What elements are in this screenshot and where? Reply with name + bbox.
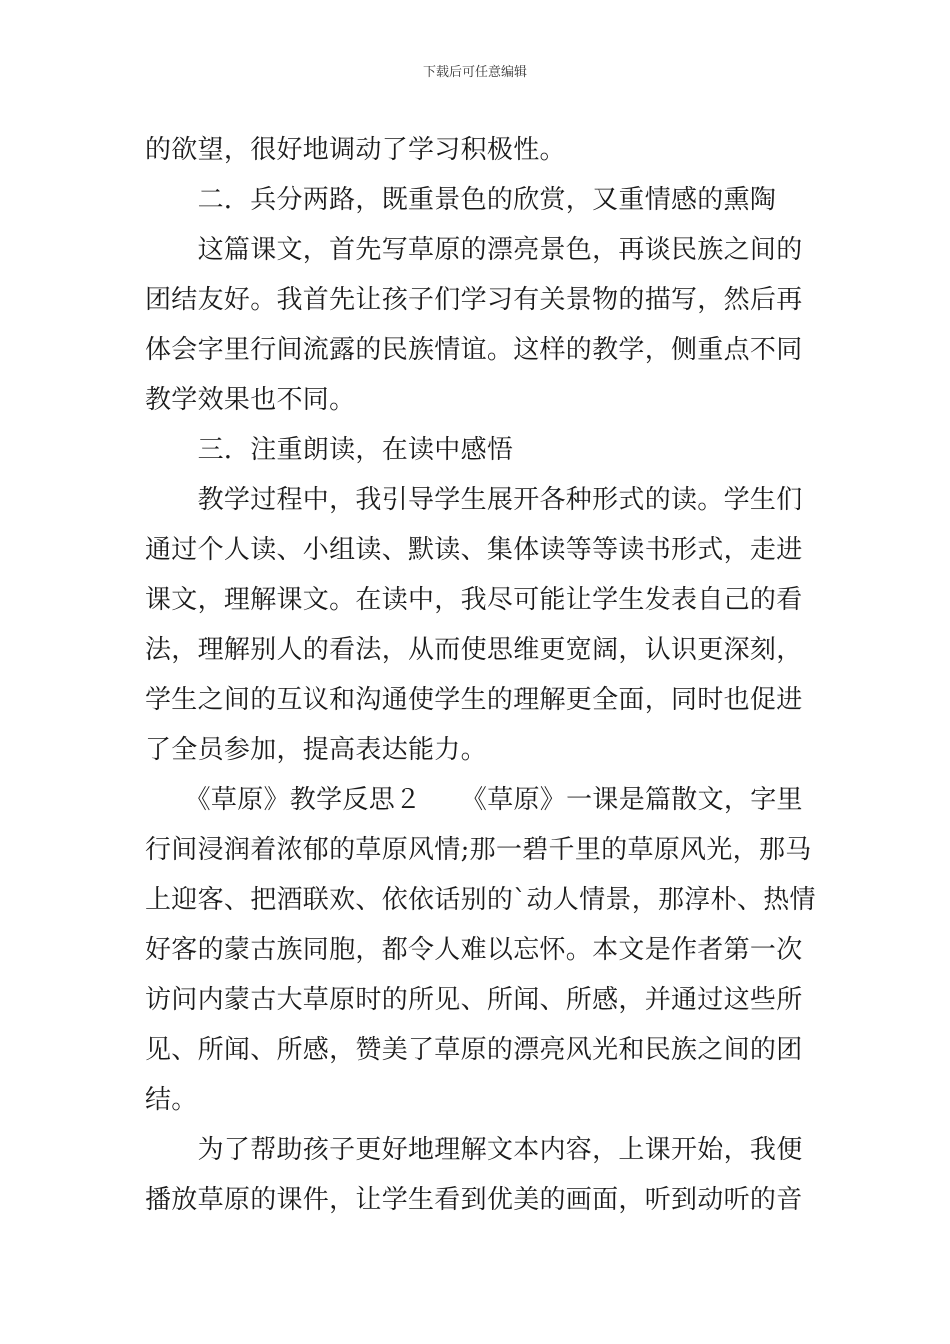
text-line: 的欲望，很好地调动了学习积极性。 bbox=[145, 135, 566, 165]
text-line: 上迎客、把酒联欢、依依话别的`动人情景，那淳朴、热情 bbox=[145, 885, 816, 915]
text-line: 学生之间的互议和沟通使学生的理解更全面，同时也促进 bbox=[145, 685, 803, 715]
section-heading: 二．兵分两路，既重景色的欣赏，又重情感的熏陶 bbox=[145, 185, 777, 215]
text-line: 访问内蒙古大草原时的所见、所闻、所感，并通过这些所 bbox=[145, 985, 803, 1015]
text-line: 结。 bbox=[145, 1085, 198, 1115]
text-line: 体会字里行间流露的民族情谊。这样的教学，侧重点不同 bbox=[145, 335, 803, 365]
text-line: 团结友好。我首先让孩子们学习有关景物的描写，然后再 bbox=[145, 285, 803, 315]
text-line: 《草原》教学反思２ 《草原》一课是篇散文，字里 bbox=[145, 785, 803, 815]
text-line: 教学效果也不同。 bbox=[145, 385, 356, 415]
text-line: 法，理解别人的看法，从而使思维更宽阔，认识更深刻， bbox=[145, 635, 803, 665]
text-line: 好客的蒙古族同胞，都令人难以忘怀。本文是作者第一次 bbox=[145, 935, 803, 965]
text-line: 教学过程中，我引导学生展开各种形式的读。学生们 bbox=[145, 485, 803, 515]
text-line: 见、所闻、所感，赞美了草原的漂亮风光和民族之间的团 bbox=[145, 1035, 803, 1065]
text-line: 播放草原的课件，让学生看到优美的画面，听到动听的音 bbox=[145, 1185, 803, 1215]
section-heading: 三．注重朗读，在读中感悟 bbox=[145, 435, 514, 465]
text-line: 这篇课文，首先写草原的漂亮景色，再谈民族之间的 bbox=[145, 235, 803, 265]
page-header: 下载后可任意编辑 bbox=[422, 65, 527, 80]
text-line: 课文，理解课文。在读中，我尽可能让学生发表自己的看 bbox=[145, 585, 803, 615]
text-line: 通过个人读、小组读、默读、集体读等等读书形式，走进 bbox=[145, 535, 803, 565]
text-line: 行间浸润着浓郁的草原风情;那一碧千里的草原风光，那马 bbox=[145, 835, 812, 865]
text-line: 了全员参加，提高表达能力。 bbox=[145, 735, 487, 765]
text-line: 为了帮助孩子更好地理解文本内容，上课开始，我便 bbox=[145, 1135, 803, 1165]
